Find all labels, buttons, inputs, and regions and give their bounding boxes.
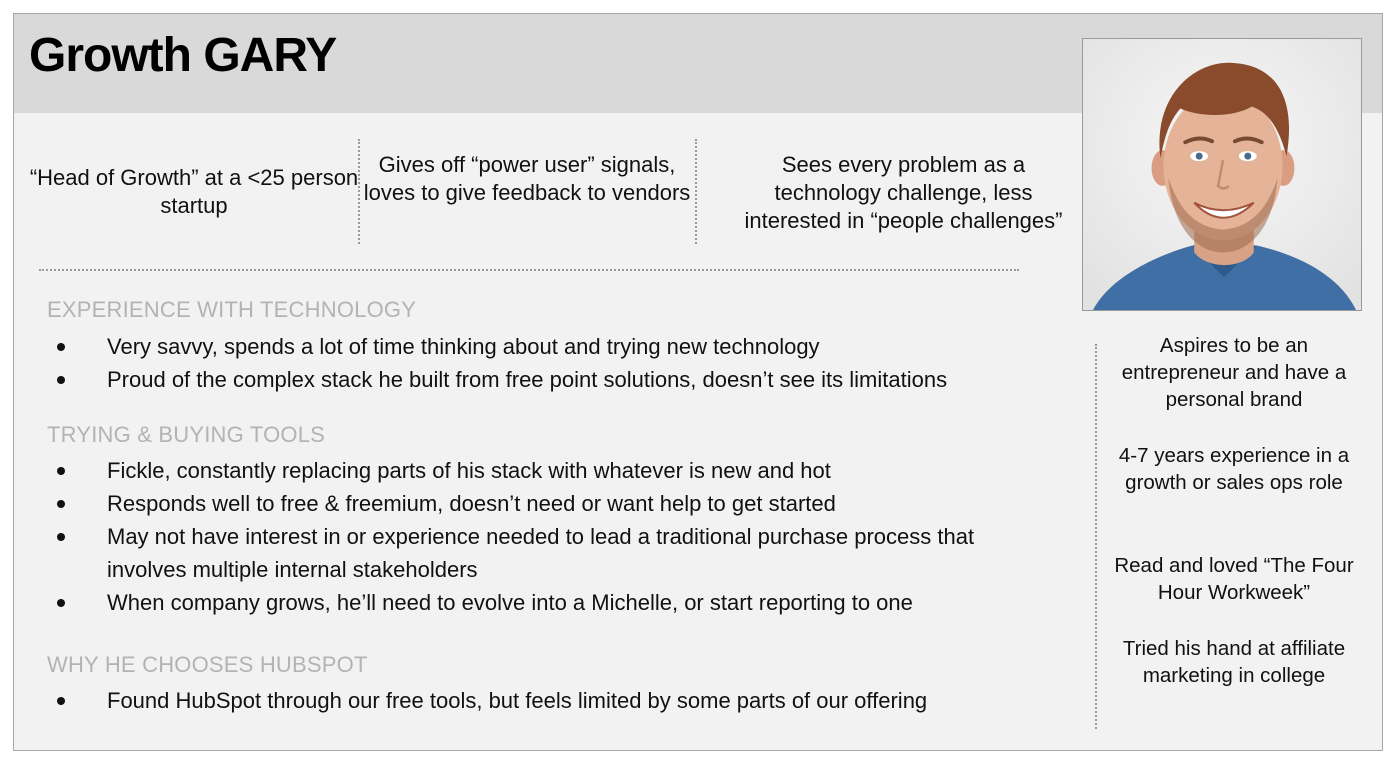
buying-bullets xyxy=(47,454,1037,619)
trait-power-user: Gives off “power user” signals, loves to give feedback to vendors xyxy=(363,152,691,205)
trait-technology-mindset: Sees every problem as a technology challenge, less interested in “people challenges” xyxy=(744,152,1063,233)
persona-photo xyxy=(1082,38,1362,311)
bullet-icon xyxy=(57,467,65,475)
side-fact-experience: 4-7 years experience in a growth or sales ops role xyxy=(1118,444,1350,494)
persona-name: Growth GARY xyxy=(29,29,337,82)
side-fact-book: Read and loved “The Four Hour Workweek” xyxy=(1114,554,1354,604)
bullet-icon xyxy=(57,697,65,705)
list-item: Very savvy, spends a lot of time thinking about and trying new technology xyxy=(47,330,1067,363)
side-divider xyxy=(1095,344,1097,729)
trait-divider xyxy=(358,139,360,244)
side-fact-aspiration: Aspires to be an entrepreneur and have a personal brand xyxy=(1121,334,1347,411)
section-title-technology: EXPERIENCE WITH TECHNOLOGY xyxy=(47,297,417,322)
list-item: When company grows, he’ll need to evolve into a Michelle, or start reporting to one xyxy=(47,586,1037,619)
side-fact-affiliate: Tried his hand at affiliate marketing in college xyxy=(1122,637,1346,687)
section-title-buying: TRYING & BUYING TOOLS xyxy=(47,422,326,447)
bullet-icon xyxy=(57,343,65,351)
bullet-icon xyxy=(57,599,65,607)
bullet-icon xyxy=(57,376,65,384)
list-item: Found HubSpot through our free tools, but feels limited by some parts of our offering xyxy=(47,684,1067,717)
portrait-icon xyxy=(1083,39,1361,310)
bullet-icon xyxy=(57,500,65,508)
list-item: Proud of the complex stack he built from free point solutions, doesn’t see its limitations xyxy=(47,363,1067,396)
bullet-icon xyxy=(57,533,65,541)
persona-card xyxy=(13,13,1383,751)
trait-role: “Head of Growth” at a <25 person startup xyxy=(29,165,359,218)
section-divider xyxy=(39,269,1019,271)
list-item: Fickle, constantly replacing parts of his stack with whatever is new and hot xyxy=(47,454,1037,487)
list-item: May not have interest in or experience needed to lead a traditional purchase process that involves multiple internal stakeholders xyxy=(47,520,1037,586)
trait-divider xyxy=(695,139,697,244)
section-title-hubspot: WHY HE CHOOSES HUBSPOT xyxy=(47,652,368,677)
list-item: Responds well to free & freemium, doesn’t need or want help to get started xyxy=(47,487,1037,520)
hubspot-bullets xyxy=(47,684,1067,717)
technology-bullets xyxy=(47,330,1067,396)
